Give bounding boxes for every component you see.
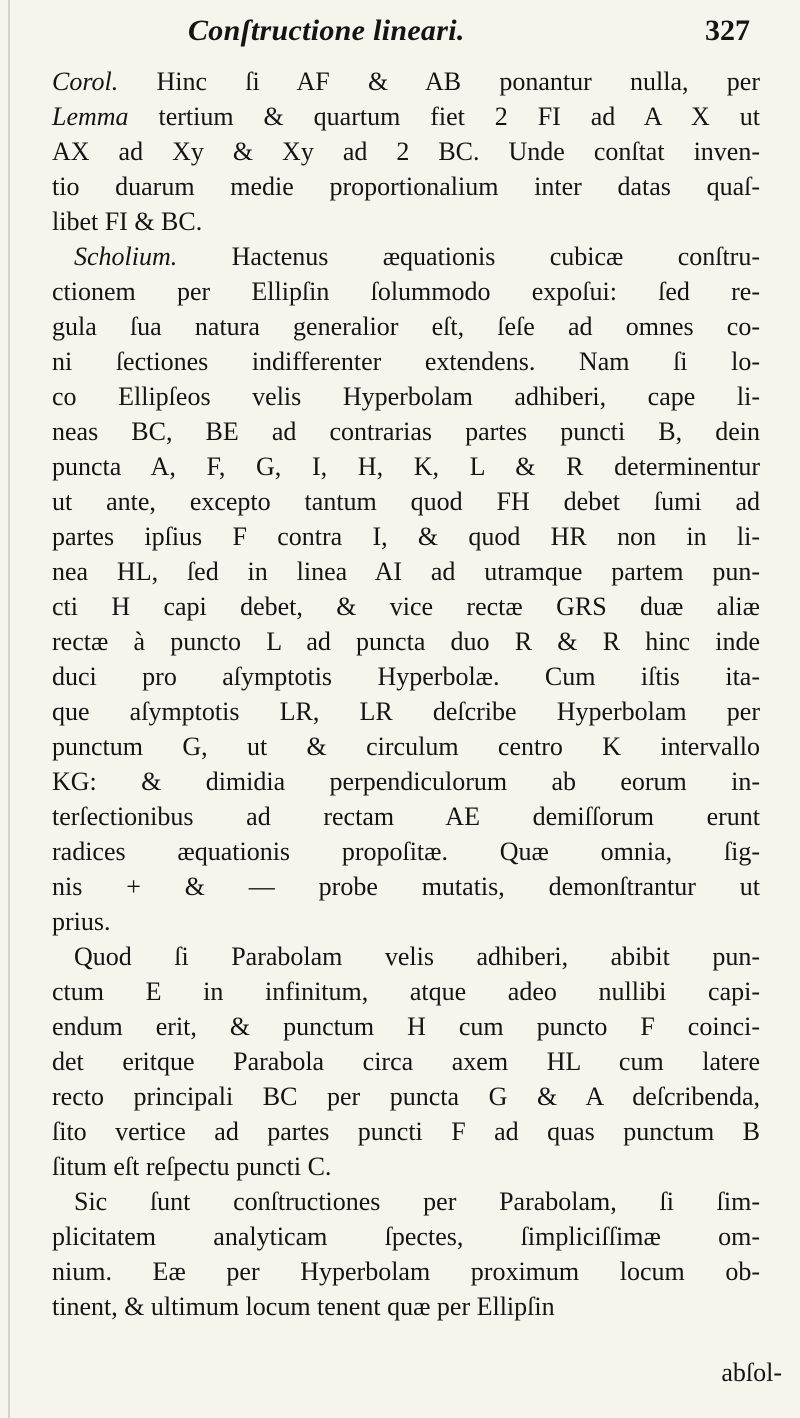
line-text: duci pro aſymptotis Hyperbolæ. Cum iſtis ita- <box>52 662 760 691</box>
running-head <box>52 14 760 60</box>
line-text: ſito vertice ad partes puncti F ad quas punctum B <box>52 1117 760 1146</box>
line-text: libet FI & BC. <box>52 207 203 236</box>
line-text: que aſymptotis LR, LR deſcribe Hyperbolam per <box>52 697 760 726</box>
line-text: partes ipſius F contra I, & quod HR non in li- <box>52 522 760 551</box>
text-line <box>52 1009 760 1044</box>
text-line <box>52 869 760 904</box>
line-text: gula ſua natura generalior eſt, ſeſe ad omnes co- <box>52 312 760 341</box>
book-page <box>52 14 760 1324</box>
text-line <box>52 974 760 1009</box>
line-text: AX ad Xy & Xy ad 2 BC. Unde conſtat inven- <box>52 137 760 166</box>
line-text: co Ellipſeos velis Hyperbolam adhiberi, cape li- <box>52 382 760 411</box>
line-text: nea HL, ſed in linea AI ad utramque partem pun- <box>52 557 760 586</box>
line-text: rectæ à puncto L ad puncta duo R & R hinc inde <box>52 627 760 656</box>
line-text: prius. <box>52 907 111 936</box>
line-text: nium. Eæ per Hyperbolam proximum locum ob- <box>52 1257 760 1286</box>
line-text: KG: & dimidia perpendiculorum ab eorum in- <box>52 767 760 796</box>
text-line <box>52 799 760 834</box>
line-text: neas BC, BE ad contrarias partes puncti B, dein <box>52 417 760 446</box>
line-text: ctionem per Ellipſin ſolummodo expoſui: ſed re- <box>52 277 760 306</box>
page-edge <box>8 0 10 1418</box>
text-line <box>52 939 760 974</box>
line-text: nis + & — probe mutatis, demonſtrantur ut <box>52 872 760 901</box>
section-label: Corol. <box>52 67 119 96</box>
line-text: puncta A, F, G, I, H, K, L & R determinentur <box>52 452 760 481</box>
text-line <box>52 764 760 799</box>
text-line <box>52 379 760 414</box>
text-line <box>52 519 760 554</box>
line-text: Quod ſi Parabolam velis adhiberi, abibit pun- <box>74 942 760 971</box>
text-line <box>52 274 760 309</box>
section-label: Scholium. <box>74 242 178 271</box>
line-text: ni ſectiones indifferenter extendens. Nam ſi lo- <box>52 347 760 376</box>
line-text: plicitatem analyticam ſpectes, ſimpliciſſimæ om- <box>52 1222 760 1251</box>
line-text: ſitum eſt reſpectu puncti C. <box>52 1152 332 1181</box>
running-title: Conſtructione lineari. <box>188 14 465 47</box>
text-line <box>52 694 760 729</box>
text-line <box>52 659 760 694</box>
text-line <box>52 1219 760 1254</box>
line-text: det eritque Parabola circa axem HL cum latere <box>52 1047 760 1076</box>
line-text: tertium & quartum fiet 2 FI ad A X ut <box>128 102 760 131</box>
line-text: terſectionibus ad rectam AE demiſſorum erunt <box>52 802 760 831</box>
text-line <box>52 834 760 869</box>
text-line <box>52 169 760 204</box>
text-line <box>52 1184 760 1219</box>
line-text: recto principali BC per puncta G & A deſcribenda, <box>52 1082 760 1111</box>
line-text: tinent, & ultimum locum tenent quæ per Ellipſin <box>52 1292 555 1321</box>
line-text: tio duarum medie proportionalium inter datas quaſ- <box>52 172 760 201</box>
text-line <box>52 134 760 169</box>
text-line <box>52 554 760 589</box>
text-line <box>52 1254 760 1289</box>
text-line <box>52 344 760 379</box>
catch-word: abſol- <box>721 1358 782 1387</box>
text-line <box>52 1149 760 1184</box>
text-line <box>52 904 760 939</box>
text-line <box>52 414 760 449</box>
text-line <box>52 1044 760 1079</box>
text-line <box>52 484 760 519</box>
line-text: Hinc ſi AF & AB ponantur nulla, per <box>118 67 760 96</box>
line-text: radices æquationis propoſitæ. Quæ omnia, ſig- <box>52 837 760 866</box>
line-text: ctum E in infinitum, atque adeo nullibi capi- <box>52 977 760 1006</box>
text-line <box>52 1079 760 1114</box>
text-line <box>52 1289 760 1324</box>
line-text: punctum G, ut & circulum centro K intervallo <box>52 732 760 761</box>
line-text: cti H capi debet, & vice rectæ GRS duæ aliæ <box>52 592 760 621</box>
text-line <box>52 449 760 484</box>
text-line <box>52 589 760 624</box>
page-number: 327 <box>705 14 750 47</box>
text-line <box>52 1114 760 1149</box>
text-line <box>52 99 760 134</box>
section-label: Lemma <box>52 102 129 131</box>
text-line <box>52 204 760 239</box>
text-line <box>52 64 760 99</box>
text-line <box>52 239 760 274</box>
text-line <box>52 309 760 344</box>
line-text: Sic ſunt conſtructiones per Parabolam, ſi ſim- <box>74 1187 760 1216</box>
text-line <box>52 624 760 659</box>
line-text: Hactenus æquationis cubicæ conſtru- <box>177 242 760 271</box>
body-text <box>52 64 760 1324</box>
text-line <box>52 729 760 764</box>
line-text: endum erit, & punctum H cum puncto F coinci- <box>52 1012 760 1041</box>
line-text: ut ante, excepto tantum quod FH debet ſumi ad <box>52 487 760 516</box>
